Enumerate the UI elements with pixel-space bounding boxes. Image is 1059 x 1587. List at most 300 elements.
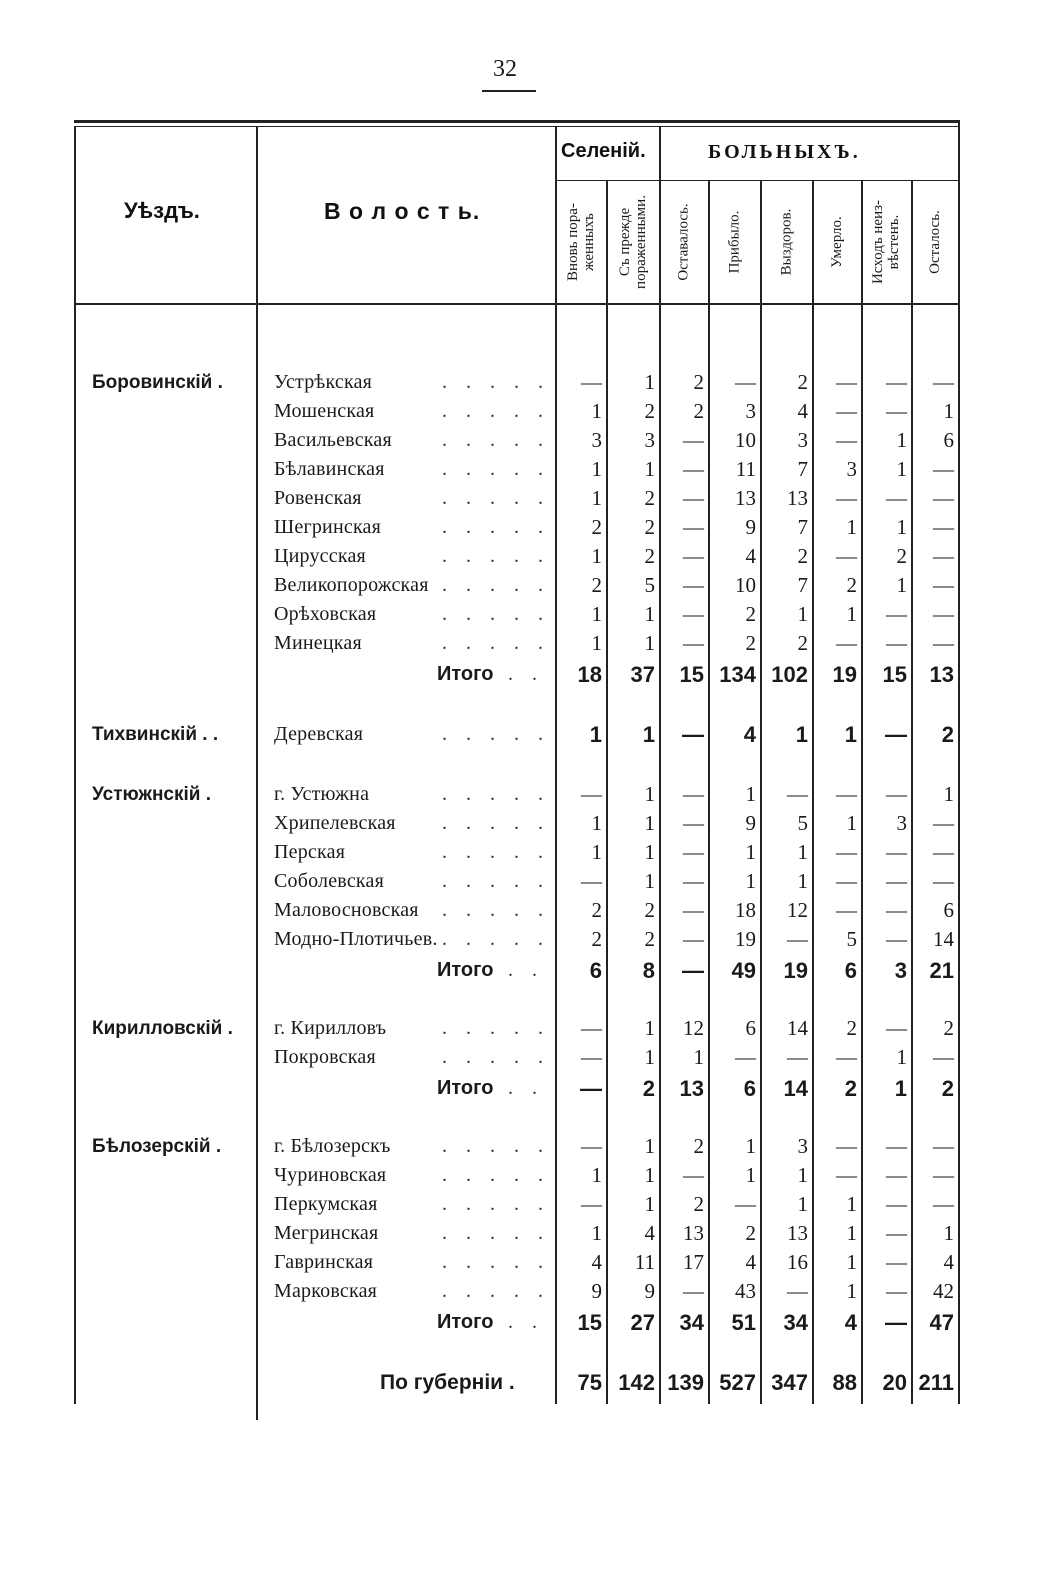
leader-dots: . . . . . — [442, 723, 550, 745]
cell-col-4: 9 — [745, 811, 756, 835]
cell-col-8: 2 — [941, 722, 954, 747]
leader-dots: . . . . . — [442, 1222, 550, 1244]
cell-col-3: 13 — [679, 1076, 704, 1101]
cell-col-5: — — [787, 782, 808, 806]
total-label: Итого — [437, 663, 494, 685]
uezd-name: Устюжнскій . — [92, 784, 212, 805]
cell-col-6: — — [836, 782, 857, 806]
cell-col-1: — — [581, 869, 602, 893]
cell-col-3: — — [683, 457, 704, 481]
cell-col-4: 43 — [735, 1279, 756, 1303]
cell-col-1: — — [581, 782, 602, 806]
cell-col-3: — — [683, 573, 704, 597]
cell-col-8: 4 — [943, 1250, 954, 1274]
cell-col-2: 2 — [644, 544, 655, 568]
cell-col-2: 2 — [644, 486, 655, 510]
cell-col-8: — — [933, 840, 954, 864]
cell-col-6: 1 — [846, 1221, 857, 1245]
cell-col-1: 9 — [591, 1279, 602, 1303]
cell-col-5: 1 — [797, 869, 808, 893]
cell-col-6: — — [836, 1045, 857, 1069]
cell-col-8: 2 — [941, 1076, 954, 1101]
cell-col-2: 1 — [644, 869, 655, 893]
cell-col-3: 13 — [683, 1221, 704, 1245]
volost-name: Бѣлавинская — [274, 458, 385, 480]
cell-col-7: — — [886, 1192, 907, 1216]
cell-col-4: 10 — [735, 428, 756, 452]
cell-col-2: 37 — [630, 662, 655, 687]
cell-col-7: — — [886, 1163, 907, 1187]
table-top-rule — [74, 120, 958, 123]
table-top-rule-inner — [74, 126, 958, 127]
cell-col-5: 1 — [797, 840, 808, 864]
leader-dots: . . . . . — [442, 1046, 550, 1068]
cell-col-1: 6 — [589, 958, 602, 983]
volost-name: Мегринская — [274, 1222, 379, 1244]
cell-col-5: 2 — [797, 370, 808, 394]
cell-col-8: 13 — [929, 662, 954, 687]
volost-name: Модно-Плотичьев. — [274, 928, 438, 950]
cell-col-4: 3 — [745, 399, 756, 423]
cell-col-4: — — [735, 1045, 756, 1069]
cell-col-2: 1 — [644, 602, 655, 626]
cell-col-1: 2 — [591, 573, 602, 597]
cell-col-7: 2 — [896, 544, 907, 568]
leader-dots: . . . . . — [442, 928, 550, 950]
leader-dots: . . . . . — [442, 841, 550, 863]
cell-col-2: 1 — [644, 1134, 655, 1158]
volost-name: Мошенская — [274, 400, 375, 422]
cell-col-4: 1 — [745, 840, 756, 864]
cell-col-1: 18 — [577, 662, 602, 687]
cell-col-1: — — [581, 1134, 602, 1158]
total-label: Итого — [437, 1077, 494, 1099]
cell-col-3: — — [683, 869, 704, 893]
cell-col-2: 1 — [644, 457, 655, 481]
cell-col-2: 2 — [644, 515, 655, 539]
cell-col-6: 2 — [846, 1016, 857, 1040]
cell-col-5: 14 — [783, 1076, 808, 1101]
cell-col-1: 1 — [591, 602, 602, 626]
leader-dots: . . — [508, 1077, 544, 1099]
cell-col-3: 34 — [679, 1310, 704, 1335]
cell-col-5: 12 — [787, 898, 808, 922]
table-row — [0, 867, 1059, 896]
cell-col-2: 2 — [644, 399, 655, 423]
volost-name: Марковская — [274, 1280, 378, 1302]
cell-col-5: 1 — [797, 1192, 808, 1216]
cell-col-7: — — [886, 1250, 907, 1274]
uezd-name: Тихвинскій . . — [92, 724, 219, 745]
cell-col-7: — — [886, 1221, 907, 1245]
cell-col-2: 27 — [630, 1310, 655, 1335]
grand-total-label: По губерніи . — [380, 1371, 515, 1394]
cell-col-7: — — [886, 869, 907, 893]
table-row — [0, 1219, 1059, 1248]
cell-col-1: 4 — [591, 1250, 602, 1274]
cell-col-6: — — [836, 370, 857, 394]
cell-col-7: 1 — [896, 1045, 907, 1069]
table-row — [0, 1190, 1059, 1219]
cell-col-6: — — [836, 631, 857, 655]
cell-col-3: 17 — [683, 1250, 704, 1274]
cell-col-1: 2 — [591, 515, 602, 539]
cell-col-8: — — [933, 515, 954, 539]
cell-col-8: 1 — [943, 1221, 954, 1245]
cell-col-8: — — [933, 811, 954, 835]
cell-col-3: 2 — [693, 370, 704, 394]
cell-col-2: 1 — [644, 1163, 655, 1187]
cell-col-6: — — [836, 486, 857, 510]
cell-col-6: — — [836, 869, 857, 893]
table-row — [0, 484, 1059, 513]
cell-col-4: 1 — [745, 869, 756, 893]
table-row — [0, 809, 1059, 838]
cell-col-6: 1 — [846, 515, 857, 539]
table-row — [0, 542, 1059, 571]
table-row — [0, 455, 1059, 484]
cell-col-7: — — [886, 782, 907, 806]
cell-col-5: 1 — [797, 1163, 808, 1187]
leader-dots: . . . . . — [442, 1017, 550, 1039]
cell-col-6: — — [836, 1163, 857, 1187]
cell-col-4: 6 — [745, 1016, 756, 1040]
cell-col-1: 15 — [577, 1310, 602, 1335]
cell-col-4: 1 — [745, 1163, 756, 1187]
table-row — [0, 513, 1059, 542]
cell-col-5: 1 — [797, 602, 808, 626]
cell-col-7: — — [886, 486, 907, 510]
volost-name: Минецкая — [274, 632, 362, 654]
cell-col-1: 1 — [591, 457, 602, 481]
seleniy-bolnykh-divider — [555, 180, 958, 181]
cell-col-5: 13 — [787, 1221, 808, 1245]
cell-col-4: 13 — [735, 486, 756, 510]
volost-name: Устрѣкская — [274, 371, 373, 393]
cell-col-6: 1 — [844, 722, 857, 747]
cell-col-7: 1 — [896, 457, 907, 481]
volost-name: г. Устюжна — [274, 783, 370, 805]
cell-col-3: — — [682, 722, 704, 747]
uezd-header: Уѣздъ. — [124, 198, 200, 223]
cell-col-8: — — [933, 573, 954, 597]
cell-col-3: — — [683, 631, 704, 655]
volost-name: Великопорожская — [274, 574, 429, 596]
cell-col-5: 7 — [797, 515, 808, 539]
uezd-name: Бѣлозерскій . — [92, 1136, 222, 1157]
cell-col-2: 3 — [644, 428, 655, 452]
cell-col-3: — — [683, 927, 704, 951]
subheader-col-4 — [708, 184, 760, 300]
cell-col-1: — — [581, 370, 602, 394]
cell-col-2: 2 — [642, 1076, 655, 1101]
cell-col-3: — — [683, 782, 704, 806]
cell-col-7: — — [886, 898, 907, 922]
volost-name: Ровенская — [274, 487, 362, 509]
cell-col-2: 8 — [642, 958, 655, 983]
volost-name: Орѣховская — [274, 603, 377, 625]
leader-dots: . . . . . — [442, 1135, 550, 1157]
leader-dots: . . . . . — [442, 458, 550, 480]
cell-col-1: 1 — [591, 544, 602, 568]
subheader-text: Осталось. — [926, 210, 943, 274]
cell-col-5: 16 — [787, 1250, 808, 1274]
cell-col-1: 1 — [591, 1163, 602, 1187]
cell-col-8: 42 — [933, 1279, 954, 1303]
total-label: Итого — [437, 1311, 494, 1333]
cell-col-3: — — [683, 602, 704, 626]
cell-col-7: — — [886, 370, 907, 394]
cell-col-1: 1 — [591, 840, 602, 864]
cell-col-5: 2 — [797, 631, 808, 655]
volost-name: Шегринская — [274, 516, 382, 538]
cell-col-6: 88 — [832, 1370, 857, 1395]
cell-col-6: — — [836, 840, 857, 864]
subheader-text: Оставалось. — [675, 203, 692, 281]
cell-col-3: — — [683, 1279, 704, 1303]
total-row — [0, 1074, 1059, 1103]
leader-dots: . . . . . — [442, 429, 550, 451]
volost-name: Цирусская — [274, 545, 366, 567]
cell-col-2: 2 — [644, 927, 655, 951]
cell-col-1: 2 — [591, 898, 602, 922]
cell-col-1: 1 — [591, 1221, 602, 1245]
cell-col-7: 1 — [896, 573, 907, 597]
cell-col-8: 1 — [943, 782, 954, 806]
leader-dots: . . . . . — [442, 603, 550, 625]
cell-col-7: 1 — [896, 428, 907, 452]
volost-name: Маловосновская — [274, 899, 419, 921]
cell-col-4: 527 — [719, 1370, 756, 1395]
cell-col-6: 19 — [832, 662, 857, 687]
cell-col-5: 5 — [797, 811, 808, 835]
leader-dots: . . . . . — [442, 1251, 550, 1273]
cell-col-6: 1 — [846, 1250, 857, 1274]
cell-col-1: 3 — [591, 428, 602, 452]
cell-col-2: 1 — [644, 840, 655, 864]
cell-col-2: 142 — [618, 1370, 655, 1395]
cell-col-3: 12 — [683, 1016, 704, 1040]
subheader-text: Прибыло. — [726, 210, 742, 274]
table-row — [0, 1161, 1059, 1190]
cell-col-7: 1 — [896, 515, 907, 539]
total-row — [0, 956, 1059, 985]
subheader-col-5 — [760, 184, 812, 300]
cell-col-8: — — [933, 1192, 954, 1216]
volost-name: Покровская — [274, 1046, 376, 1068]
cell-col-5: 4 — [797, 399, 808, 423]
subheader-text: Вновь пора- женныхъ — [564, 203, 597, 281]
cell-col-2: 1 — [644, 782, 655, 806]
cell-col-3: 1 — [693, 1045, 704, 1069]
cell-col-7: — — [886, 1016, 907, 1040]
cell-col-1: — — [581, 1016, 602, 1040]
cell-col-4: 19 — [735, 927, 756, 951]
cell-col-6: 1 — [846, 1192, 857, 1216]
cell-col-1: 1 — [591, 631, 602, 655]
cell-col-6: — — [836, 898, 857, 922]
cell-col-4: 4 — [743, 722, 756, 747]
volost-name: Соболевская — [274, 870, 385, 892]
volost-name: Гавринская — [274, 1251, 374, 1273]
leader-dots: . . . . . — [442, 487, 550, 509]
page-number: 32 — [493, 56, 517, 82]
table-row — [0, 1043, 1059, 1072]
subheader-text: Выздоров. — [778, 208, 795, 276]
table-row — [0, 1132, 1059, 1161]
cell-col-8: 2 — [943, 1016, 954, 1040]
leader-dots: . . . . . — [442, 1164, 550, 1186]
cell-col-7: — — [886, 840, 907, 864]
cell-col-4: 9 — [745, 515, 756, 539]
cell-col-2: 9 — [644, 1279, 655, 1303]
cell-col-6: — — [836, 399, 857, 423]
cell-col-7: — — [886, 927, 907, 951]
cell-col-5: 3 — [797, 1134, 808, 1158]
cell-col-8: — — [933, 869, 954, 893]
bolnykh-header: БОЛЬНЫХЪ. — [708, 141, 861, 163]
volost-name: г. Кирилловъ — [274, 1017, 387, 1039]
cell-col-4: 2 — [745, 1221, 756, 1245]
cell-col-8: — — [933, 457, 954, 481]
volost-name: Чуриновская — [274, 1164, 387, 1186]
seleniy-header: Селеній. — [561, 140, 646, 162]
cell-col-3: 2 — [693, 1134, 704, 1158]
cell-col-8: — — [933, 486, 954, 510]
cell-col-2: 1 — [644, 631, 655, 655]
cell-col-3: — — [683, 840, 704, 864]
cell-col-3: — — [683, 515, 704, 539]
subheader-text: Умерло. — [828, 216, 845, 268]
cell-col-1: — — [581, 1045, 602, 1069]
cell-col-7: — — [886, 631, 907, 655]
cell-col-4: 134 — [719, 662, 756, 687]
cell-col-7: — — [885, 722, 907, 747]
subheader-col-1 — [555, 184, 606, 300]
cell-col-5: 347 — [771, 1370, 808, 1395]
leader-dots: . . . . . — [442, 545, 550, 567]
leader-dots: . . . . . — [442, 783, 550, 805]
cell-col-7: — — [886, 1279, 907, 1303]
table-row — [0, 925, 1059, 954]
cell-col-5: 102 — [771, 662, 808, 687]
cell-col-8: 1 — [943, 399, 954, 423]
cell-col-6: 6 — [844, 958, 857, 983]
cell-col-6: 1 — [846, 1279, 857, 1303]
cell-col-8: — — [933, 1163, 954, 1187]
cell-col-3: — — [683, 544, 704, 568]
leader-dots: . . . . . — [442, 1280, 550, 1302]
cell-col-3: 2 — [693, 399, 704, 423]
cell-col-1: 75 — [577, 1370, 602, 1395]
volost-name: Перская — [274, 841, 346, 863]
table-row — [0, 838, 1059, 867]
cell-col-3: 15 — [679, 662, 704, 687]
volost-name: Васильевская — [274, 429, 392, 451]
cell-col-5: 1 — [795, 722, 808, 747]
leader-dots: . . . . . — [442, 371, 550, 393]
cell-col-5: 14 — [787, 1016, 808, 1040]
subheader-col-3 — [659, 184, 708, 300]
cell-col-6: 1 — [846, 811, 857, 835]
cell-col-3: — — [683, 428, 704, 452]
cell-col-3: — — [683, 898, 704, 922]
cell-col-7: 15 — [882, 662, 907, 687]
cell-col-2: 1 — [644, 370, 655, 394]
cell-col-7: — — [886, 1134, 907, 1158]
leader-dots: . . . . . — [442, 812, 550, 834]
cell-col-6: 4 — [844, 1310, 857, 1335]
cell-col-4: — — [735, 370, 756, 394]
table-row — [0, 780, 1059, 809]
cell-col-4: 4 — [745, 1250, 756, 1274]
uezd-name: Кирилловскій . — [92, 1018, 233, 1039]
cell-col-8: — — [933, 544, 954, 568]
table-row — [0, 368, 1059, 397]
cell-col-8: — — [933, 1045, 954, 1069]
cell-col-5: — — [787, 1045, 808, 1069]
cell-col-2: 4 — [644, 1221, 655, 1245]
cell-col-8: 21 — [929, 958, 954, 983]
table-row — [0, 571, 1059, 600]
cell-col-1: — — [580, 1076, 602, 1101]
cell-col-4: 6 — [743, 1076, 756, 1101]
uezd-name: Боровинскій . — [92, 372, 223, 393]
cell-col-4: 4 — [745, 544, 756, 568]
table-row — [0, 600, 1059, 629]
cell-col-6: — — [836, 428, 857, 452]
cell-col-1: 1 — [591, 399, 602, 423]
table-row — [0, 1014, 1059, 1043]
cell-col-4: 1 — [745, 782, 756, 806]
cell-col-3: — — [683, 811, 704, 835]
leader-dots: . . . . . — [442, 574, 550, 596]
cell-col-8: 6 — [943, 898, 954, 922]
cell-col-8: — — [933, 602, 954, 626]
grand-total-row — [0, 1368, 1059, 1397]
total-row — [0, 1308, 1059, 1337]
leader-dots: . . — [508, 1311, 544, 1333]
cell-col-8: — — [933, 370, 954, 394]
cell-col-8: — — [933, 1134, 954, 1158]
total-row — [0, 660, 1059, 689]
subheader-col-2 — [606, 184, 659, 300]
table-row — [0, 397, 1059, 426]
cell-col-7: — — [886, 602, 907, 626]
leader-dots: . . . . . — [442, 632, 550, 654]
cell-col-8: 14 — [933, 927, 954, 951]
cell-col-6: — — [836, 1134, 857, 1158]
cell-col-4: 49 — [731, 958, 756, 983]
cell-col-5: 7 — [797, 573, 808, 597]
leader-dots: . . . . . — [442, 1193, 550, 1215]
cell-col-1: — — [581, 1192, 602, 1216]
cell-col-2: 1 — [644, 1045, 655, 1069]
cell-col-6: 2 — [844, 1076, 857, 1101]
cell-col-4: — — [735, 1192, 756, 1216]
table-row — [0, 426, 1059, 455]
cell-col-8: 6 — [943, 428, 954, 452]
cell-col-4: 1 — [745, 1134, 756, 1158]
cell-col-4: 2 — [745, 602, 756, 626]
volost-name: Деревская — [274, 723, 364, 745]
cell-col-3: — — [682, 958, 704, 983]
cell-col-2: 1 — [644, 811, 655, 835]
leader-dots: . . . . . — [442, 899, 550, 921]
cell-col-5: 2 — [797, 544, 808, 568]
subheader-text: Исходъ неиз- вѣстенъ. — [870, 199, 902, 285]
cell-col-1: 1 — [591, 486, 602, 510]
